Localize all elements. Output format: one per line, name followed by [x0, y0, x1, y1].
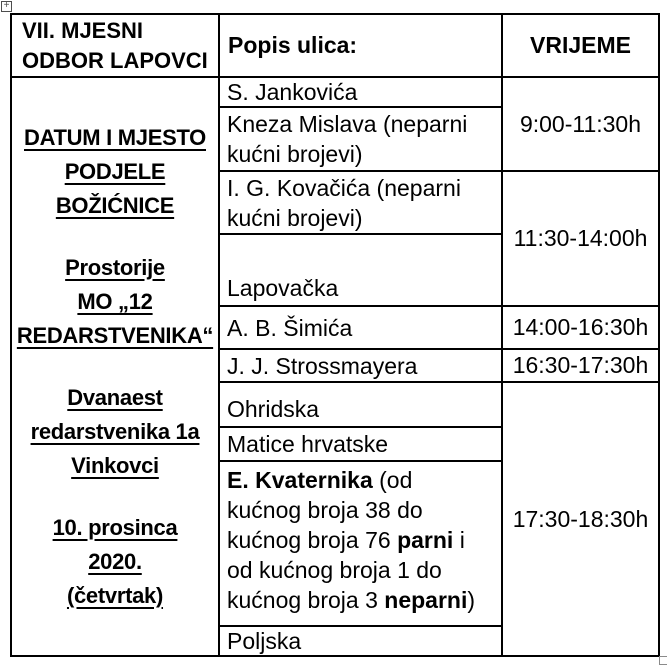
- text-line: 10. prosinca: [52, 514, 178, 540]
- text-line: Poljska: [227, 628, 302, 654]
- time-cell[interactable]: [503, 78, 658, 170]
- text-line: I. G. Kovačića (neparni: [227, 174, 461, 201]
- text-line: kućnog broja 3 neparni): [227, 587, 476, 613]
- table-move-handle-icon[interactable]: +: [1, 1, 12, 12]
- schedule-table: [10, 13, 660, 657]
- text-line: REDARSTVENIKA“: [16, 322, 214, 348]
- info-block-datum: [53, 511, 178, 613]
- text-line: A. B. Šimića: [227, 314, 353, 341]
- text-line: DATUM I MJESTO: [24, 124, 206, 150]
- text-line: kućni brojevi): [227, 204, 363, 231]
- info-block-datum-i-mjesto: [24, 121, 206, 223]
- text-line: J. J. Strossmayera: [227, 352, 418, 379]
- text-line: Vinkovci: [71, 452, 159, 478]
- time-value: 17:30-18:30h: [512, 505, 649, 532]
- info-cell-date-and-place[interactable]: [12, 78, 218, 655]
- time-cell[interactable]: [503, 350, 658, 381]
- text-line: od kućnog broja 1 do: [227, 557, 442, 583]
- time-cell[interactable]: [503, 307, 658, 348]
- text-line: ODBOR LAPOVCI: [22, 47, 208, 73]
- street-cell[interactable]: [220, 627, 501, 655]
- text-line: redarstvenika 1a: [30, 418, 200, 444]
- time-cell[interactable]: [503, 383, 658, 655]
- text-line: S. Jankovića: [227, 79, 358, 105]
- time-label: VRIJEME: [530, 32, 631, 58]
- time-value: 14:00-16:30h: [512, 314, 649, 340]
- text-line: Lapovačka: [227, 275, 339, 301]
- street-cell[interactable]: [220, 172, 501, 233]
- text-line: 2020.: [88, 548, 142, 574]
- text-line: E. Kvaternika (od: [227, 467, 413, 493]
- text-line: VII. MJESNI: [22, 17, 144, 43]
- time-value: 16:30-17:30h: [512, 352, 649, 378]
- text-line: kućnog broja 38 do: [227, 497, 423, 523]
- info-block-prostorije: [17, 251, 213, 353]
- time-value: 11:30-14:00h: [513, 225, 648, 251]
- time-cell[interactable]: [503, 172, 658, 305]
- header-cell-time[interactable]: [503, 15, 658, 76]
- street-cell[interactable]: [220, 108, 501, 170]
- header-cell-office[interactable]: [12, 15, 218, 76]
- street-cell[interactable]: [220, 235, 501, 305]
- text-line: Matice hrvatske: [227, 431, 389, 457]
- text-line: kućnog broja 76 parni i: [227, 527, 465, 553]
- text-line: PODJELE: [64, 158, 166, 184]
- street-list-label: Popis ulica:: [228, 32, 358, 58]
- text-line: Kneza Mislava (neparni: [227, 111, 468, 137]
- text-line: kućni brojevi): [227, 141, 363, 167]
- text-line: Dvanaest: [67, 384, 163, 410]
- text-line: BOŽIĆNICE: [55, 192, 175, 218]
- time-value: 9:00-11:30h: [519, 110, 642, 137]
- street-cell[interactable]: [220, 78, 501, 106]
- street-cell[interactable]: [220, 462, 501, 625]
- text-line: (četvrtak): [66, 582, 164, 608]
- street-cell[interactable]: [220, 428, 501, 460]
- street-cell[interactable]: [220, 350, 501, 381]
- text-line: Prostorije: [65, 254, 165, 280]
- street-cell[interactable]: [220, 383, 501, 426]
- street-cell[interactable]: [220, 307, 501, 348]
- header-cell-street-list[interactable]: [220, 15, 501, 76]
- text-line: MO „12: [77, 288, 153, 314]
- text-line: Ohridska: [227, 396, 320, 422]
- info-block-adresa: [31, 381, 200, 483]
